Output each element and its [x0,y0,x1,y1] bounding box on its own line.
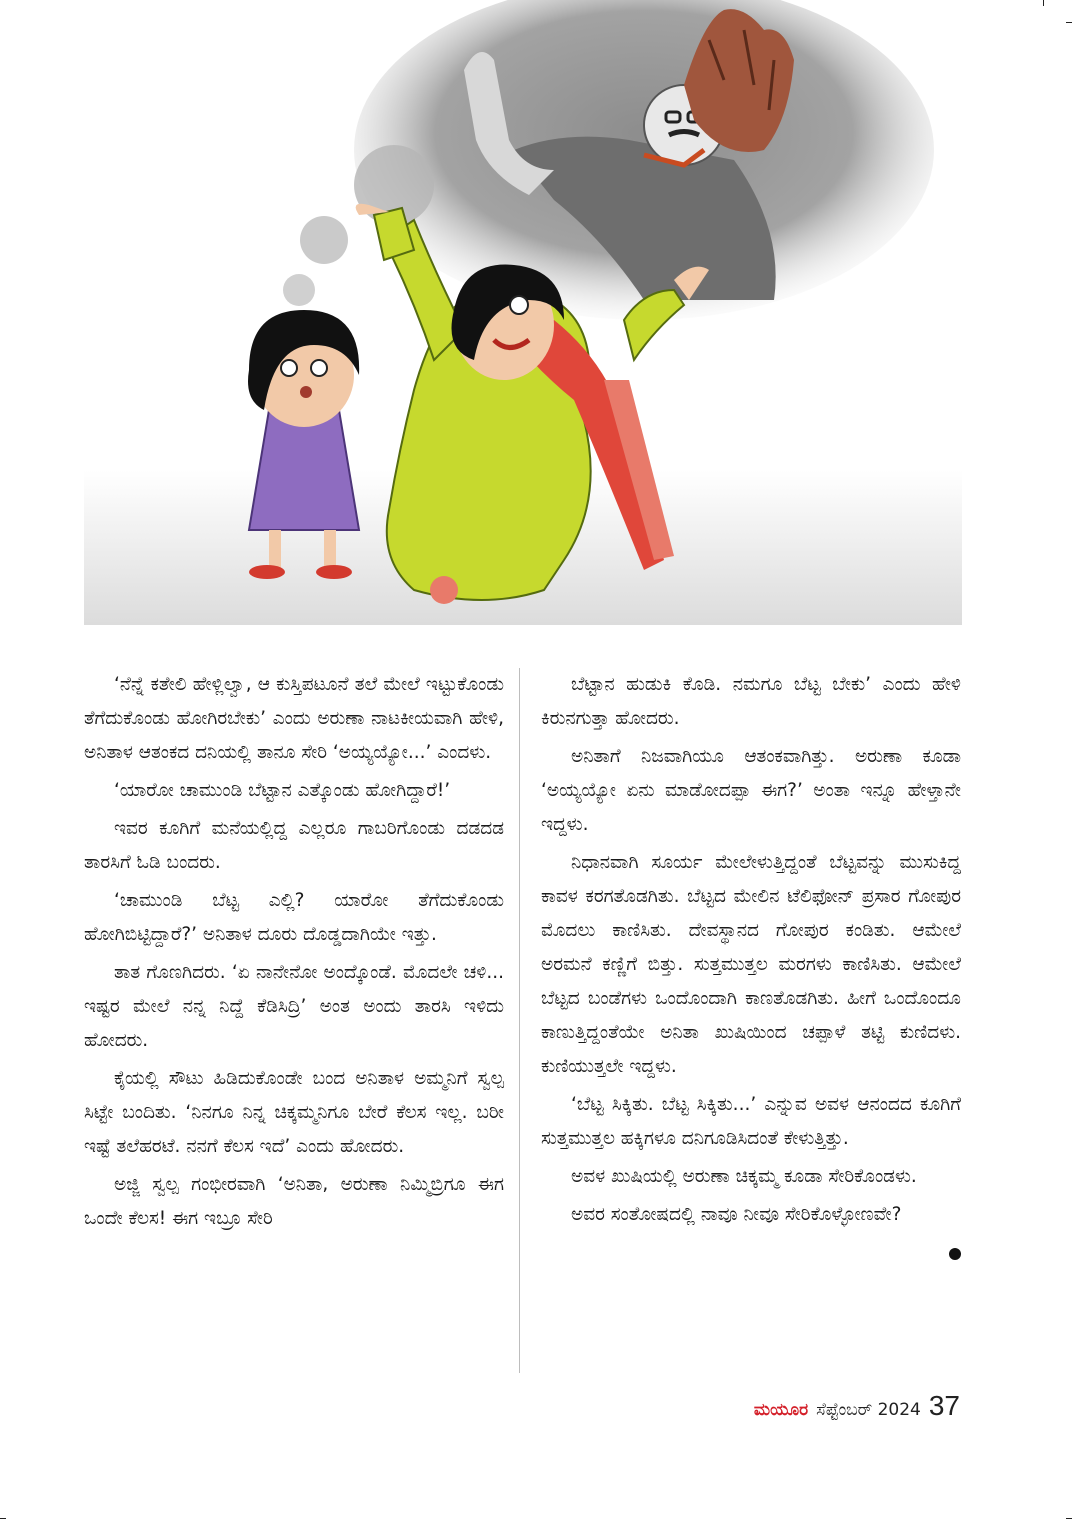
paragraph: ಅವಳ ಖುಷಿಯಲ್ಲಿ ಅರುಣಾ ಚಿಕ್ಕಮ್ಮ ಕೂಡಾ ಸೇರಿಕೊಂಡಳು. [571,1166,917,1187]
paragraph: ‘ಯಾರೋ ಚಾಮುಂಡಿ ಬೆಟ್ಟಾನ ಎತ್ಕೊಂಡು ಹೋಗಿದ್ದಾರೆ!’ [114,780,451,801]
crop-mark [1066,22,1072,23]
page-footer [754,1390,960,1422]
story-illustration [84,0,962,625]
crop-mark [1066,1518,1072,1519]
paragraph: ತಾತ ಗೊಣಗಿದರು. ‘ಏ ನಾನೇನೋ ಅಂದ್ಕೊಂಡೆ. ಮೊದಲೇ ಚಳಿ... ಇಷ್ಟರ ಮೇಲೆ ನನ್ನ ನಿದ್ದೆ ಕೆಡಿಸಿದ್ರಿ’ ಅಂತ ಅಂದು ತಾರಸಿ ಇಳಿದು ಹೋದರು. [84,962,504,1051]
end-of-story-icon [949,1248,961,1260]
issue-month-year: ಸೆಪ್ಟೆಂಬರ್ 2024 [816,1400,921,1420]
cartoon-scene-icon [84,0,962,625]
paragraph: ಅನಿತಾಗೆ ನಿಜವಾಗಿಯೂ ಆತಂಕವಾಗಿತ್ತು. ಅರುಣಾ ಕೂಡಾ ‘ಅಯ್ಯಯ್ಯೋ ಏನು ಮಾಡೋದಪ್ಪಾ ಈಗ?’ ಅಂತಾ ಇನ್ನೂ ಹೇಳ್ತಾನೇ ಇದ್ದಳು. [541,746,961,835]
crop-mark [1043,0,1044,6]
paragraph: ಬೆಟ್ಟಾನ ಹುಡುಕಿ ಕೊಡಿ. ನಮಗೂ ಬೆಟ್ಟ ಬೇಕು’ ಎಂದು ಹೇಳಿ ಕಿರುನಗುತ್ತಾ ಹೋದರು. [541,674,961,729]
paragraph: ನಿಧಾನವಾಗಿ ಸೂರ್ಯ ಮೇಲೇಳುತ್ತಿದ್ದಂತೆ ಬೆಟ್ಟವನ್ನು ಮುಸುಕಿದ್ದ ಕಾವಳ ಕರಗತೊಡಗಿತು. ಬೆಟ್ಟದ ಮೇಲಿನ ಟೆಲಿಫೋನ್ ಪ್ರಸಾರ ಗೋಪುರ ಮೊದಲು ಕಾಣಿಸಿತು. ದೇವಸ್ಥಾನದ ಗೋಪುರ ಕಂಡಿತು. ಆಮೇಲೆ ಅರಮನೆ ಕಣ್ಣಿಗೆ ಬಿತ್ತು. ಸುತ್ತಮುತ್ತಲ ಮರಗಳು ಕಾಣಿಸಿತು. ಆಮೇಲೆ ಬೆಟ್ಟದ ಬಂಡೆಗಳು ಒಂದೊಂದಾಗಿ ಕಾಣತೊಡಗಿತು. ಹೀಗೆ ಒಂದೊಂದೂ ಕಾಣುತ್ತಿದ್ದಂತೆಯೇ ಅನಿತಾ ಖುಷಿಯಿಂದ ಚಪ್ಪಾಳೆ ತಟ್ಟಿ ಕುಣಿದಳು. ಕುಣಿಯುತ್ತಲೇ ಇದ್ದಳು. [541,852,961,1077]
paragraph: ‘ಬೆಟ್ಟ ಸಿಕ್ಕಿತು. ಬೆಟ್ಟ ಸಿಕ್ಕಿತು...’ ಎನ್ನುವ ಅವಳ ಆನಂದದ ಕೂಗಿಗೆ ಸುತ್ತಮುತ್ತಲ ಹಕ್ಕಿಗಳೂ ದನಿಗೂಡಿಸಿದಂತೆ ಕೇಳುತ್ತಿತ್ತು. [541,1094,961,1149]
magazine-brand: ಮಯೂರ [753,1400,809,1420]
paragraph: ಅವರ ಸಂತೋಷದಲ್ಲಿ ನಾವೂ ನೀವೂ ಸೇರಿಕೊಳ್ಳೋಣವೇ? [571,1204,902,1225]
paragraph: ಅಜ್ಜಿ ಸ್ವಲ್ಪ ಗಂಭೀರವಾಗಿ ‘ಅನಿತಾ, ಅರುಣಾ ನಿಮ್ಮಿಬ್ರಿಗೂ ಈಗ ಒಂದೇ ಕೆಲಸ! ಈಗ ಇಬ್ರೂ ಸೇರಿ [84,1174,504,1229]
page-number: 37 [928,1390,960,1421]
paragraph: ಇವರ ಕೂಗಿಗೆ ಮನೆಯಲ್ಲಿದ್ದ ಎಲ್ಲರೂ ಗಾಬರಿಗೊಂಡು ದಡದಡ ತಾರಸಿಗೆ ಓಡಿ ಬಂದರು. [84,818,504,873]
paragraph: ಕೈಯಲ್ಲಿ ಸೌಟು ಹಿಡಿದುಕೊಂಡೇ ಬಂದ ಅನಿತಾಳ ಅಮ್ಮನಿಗೆ ಸ್ವಲ್ಪ ಸಿಟ್ಟೇ ಬಂದಿತು. ‘ನಿನಗೂ ನಿನ್ನ ಚಿಕ್ಕಮ್ಮನಿಗೂ ಬೇರೆ ಕೆಲಸ ಇಲ್ಲ. ಬರೀ ಇಷ್ಟೆ ತಲೆಹರಟೆ. ನನಗೆ ಕೆಲಸ ಇದೆ’ ಎಂದು ಹೋದರು. [84,1068,504,1157]
article-column-right [541,668,961,1260]
column-divider [519,668,520,1373]
crop-mark [0,1518,6,1519]
article-column-left [84,668,504,1240]
paragraph: ‘ನೆನ್ನೆ ಕತೇಲಿ ಹೇಳ್ಲಿಲ್ವಾ, ಆ ಕುಸ್ತಿಪಟೂನೆ ತಲೆ ಮೇಲೆ ಇಟ್ಟುಕೊಂಡು ತೆಗೆದುಕೊಂಡು ಹೋಗಿರಬೇಕು’ ಎಂದು ಅರುಣಾ ನಾಟಕೀಯವಾಗಿ ಹೇಳಿ, ಅನಿತಾಳ ಆತಂಕದ ದನಿಯಲ್ಲಿ ತಾನೂ ಸೇರಿ ‘ಅಯ್ಯಯ್ಯೋ...’ ಎಂದಳು. [84,674,504,763]
paragraph: ‘ಚಾಮುಂಡಿ ಬೆಟ್ಟ ಎಲ್ಲಿ? ಯಾರೋ ತೆಗೆದುಕೊಂಡು ಹೋಗಿಬಿಟ್ಟಿದ್ದಾರೆ?’ ಅನಿತಾಳ ದೂರು ದೊಡ್ಡದಾಗಿಯೇ ಇತ್ತು. [84,890,504,945]
